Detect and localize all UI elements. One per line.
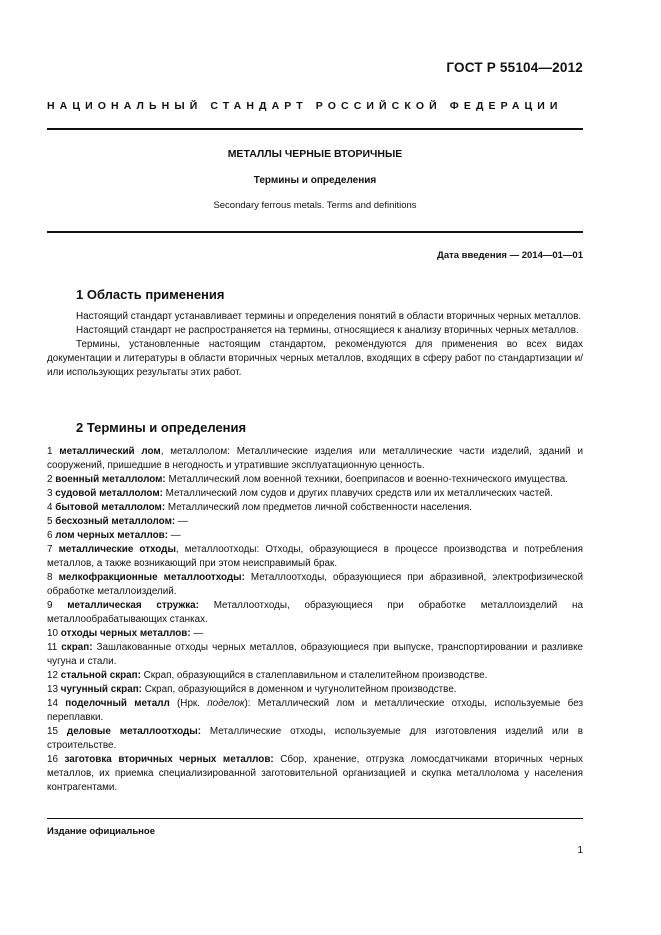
- term-entry: 6 лом черных металлов: —: [47, 530, 181, 541]
- term: отходы черных металлов:: [60, 628, 191, 639]
- term: бесхозный металлолом:: [55, 516, 176, 527]
- term: поделочный металл: [65, 698, 170, 709]
- term-entry: 12 стальной скрап: Скрап, образующийся в сталеплавильном и сталелитейном производстве.: [47, 670, 488, 681]
- term: мелкофракционные металлоотходы:: [58, 572, 245, 583]
- divider-middle: [47, 231, 583, 233]
- deprecated-term: поделок: [207, 698, 245, 709]
- term: чугунный скрап:: [60, 684, 142, 695]
- doc-number: ГОСТ Р 55104—2012: [446, 60, 583, 75]
- paragraph: Термины, установленные настоящим стандартом, рекомендуются для применения во всех видах документации и литературы в области вторичных черных металлов, входящих в сферу работ по стандартизации и/или использующих результаты этих работ.: [47, 339, 583, 378]
- term-entry: 14 поделочный металл (Нрк. поделок): Металлический лом и металлические отходы, используемые без переплавки.: [47, 698, 583, 723]
- term: судовой металлолом:: [55, 488, 163, 499]
- terms-list: [47, 445, 583, 795]
- section-2-heading: 2 Термины и определения: [76, 420, 247, 435]
- term: лом черных металлов:: [55, 530, 169, 541]
- term-entry: 7 металлические отходы, металлоотходы: Отходы, образующиеся в процессе производства и потребления металлов, а также возникающий при этом неисправимый брак.: [47, 544, 583, 569]
- term-entry: 8 мелкофракционные металлоотходы: Металлоотходы, образующиеся при абразивной, электрофизической обработке металлоизделий.: [47, 572, 583, 597]
- term-entry: 2 военный металлолом: Металлический лом военной техники, боеприпасов и военно-технического имущества.: [47, 474, 569, 485]
- term: металлические отходы: [58, 544, 176, 555]
- document-subtitle: Термины и определения: [253, 175, 377, 186]
- term: скрап:: [61, 642, 93, 653]
- term: заготовка вторичных черных металлов:: [64, 754, 274, 765]
- page-number: 1: [577, 845, 583, 856]
- term-entry: 1 металлический лом, металлолом: Металлические изделия или металлические части изделий, зданий и сооружений, пришедшие в негодность и утратившие эксплуатационную ценность.: [47, 446, 584, 471]
- term: деловые металлоотходы:: [66, 726, 201, 737]
- term-entry: 3 судовой металлолом: Металлический лом судов и других плавучих средств или их металлических частей.: [47, 488, 553, 499]
- section-1-heading: 1 Область применения: [76, 287, 225, 302]
- term-entry: 10 отходы черных металлов: —: [47, 628, 204, 639]
- term-entry: 16 заготовка вторичных черных металлов: Сбор, хранение, отгрузка ломосдатчиками вторичных черных металлов, их приемка специализированной заготовительной организацией и скупка металлолома у населения контрагентами.: [47, 754, 583, 793]
- national-standard-banner: НАЦИОНАЛЬНЫЙ СТАНДАРТ РОССИЙСКОЙ ФЕДЕРАЦИИ: [47, 100, 563, 112]
- term-entry: 15 деловые металлоотходы: Металлические отходы, используемые для изготовления изделий или в строительстве.: [47, 726, 583, 751]
- document-title-english: Secondary ferrous metals. Terms and definitions: [213, 200, 417, 211]
- term-entry: 5 бесхозный металлолом: —: [47, 516, 188, 527]
- edition-note: Издание официальное: [47, 826, 155, 837]
- introduction-date: Дата введения — 2014—01—01: [437, 250, 583, 261]
- section-1-body: [47, 310, 583, 380]
- term-entry: 13 чугунный скрап: Скрап, образующийся в доменном и чугунолитейном производстве.: [47, 684, 457, 695]
- term: металлическая стружка:: [67, 600, 199, 611]
- divider-top: [47, 128, 583, 130]
- term: бытовой металлолом:: [55, 502, 166, 513]
- paragraph: Настоящий стандарт устанавливает термины и определения понятий в области вторичных черных металлов.: [76, 311, 582, 322]
- term-entry: 11 скрап: Зашлакованные отходы черных металлов, образующиеся при выпуске, транспортировании и разливке чугуна и стали.: [47, 642, 583, 667]
- paragraph: Настоящий стандарт не распространяется на термины, относящиеся к анализу вторичных черных металлов.: [76, 325, 579, 336]
- term: металлический лом: [59, 446, 161, 457]
- term: стальной скрап:: [60, 670, 141, 681]
- divider-bottom: [47, 818, 583, 819]
- document-title: МЕТАЛЛЫ ЧЕРНЫЕ ВТОРИЧНЫЕ: [227, 148, 403, 160]
- term-entry: 9 металлическая стружка: Металлоотходы, образующиеся при обработке металлоизделий на металлообрабатывающих станках.: [47, 600, 583, 625]
- term-entry: 4 бытовой металлолом: Металлический лом предметов личной собственности населения.: [47, 502, 472, 513]
- term: военный металлолом:: [55, 474, 166, 485]
